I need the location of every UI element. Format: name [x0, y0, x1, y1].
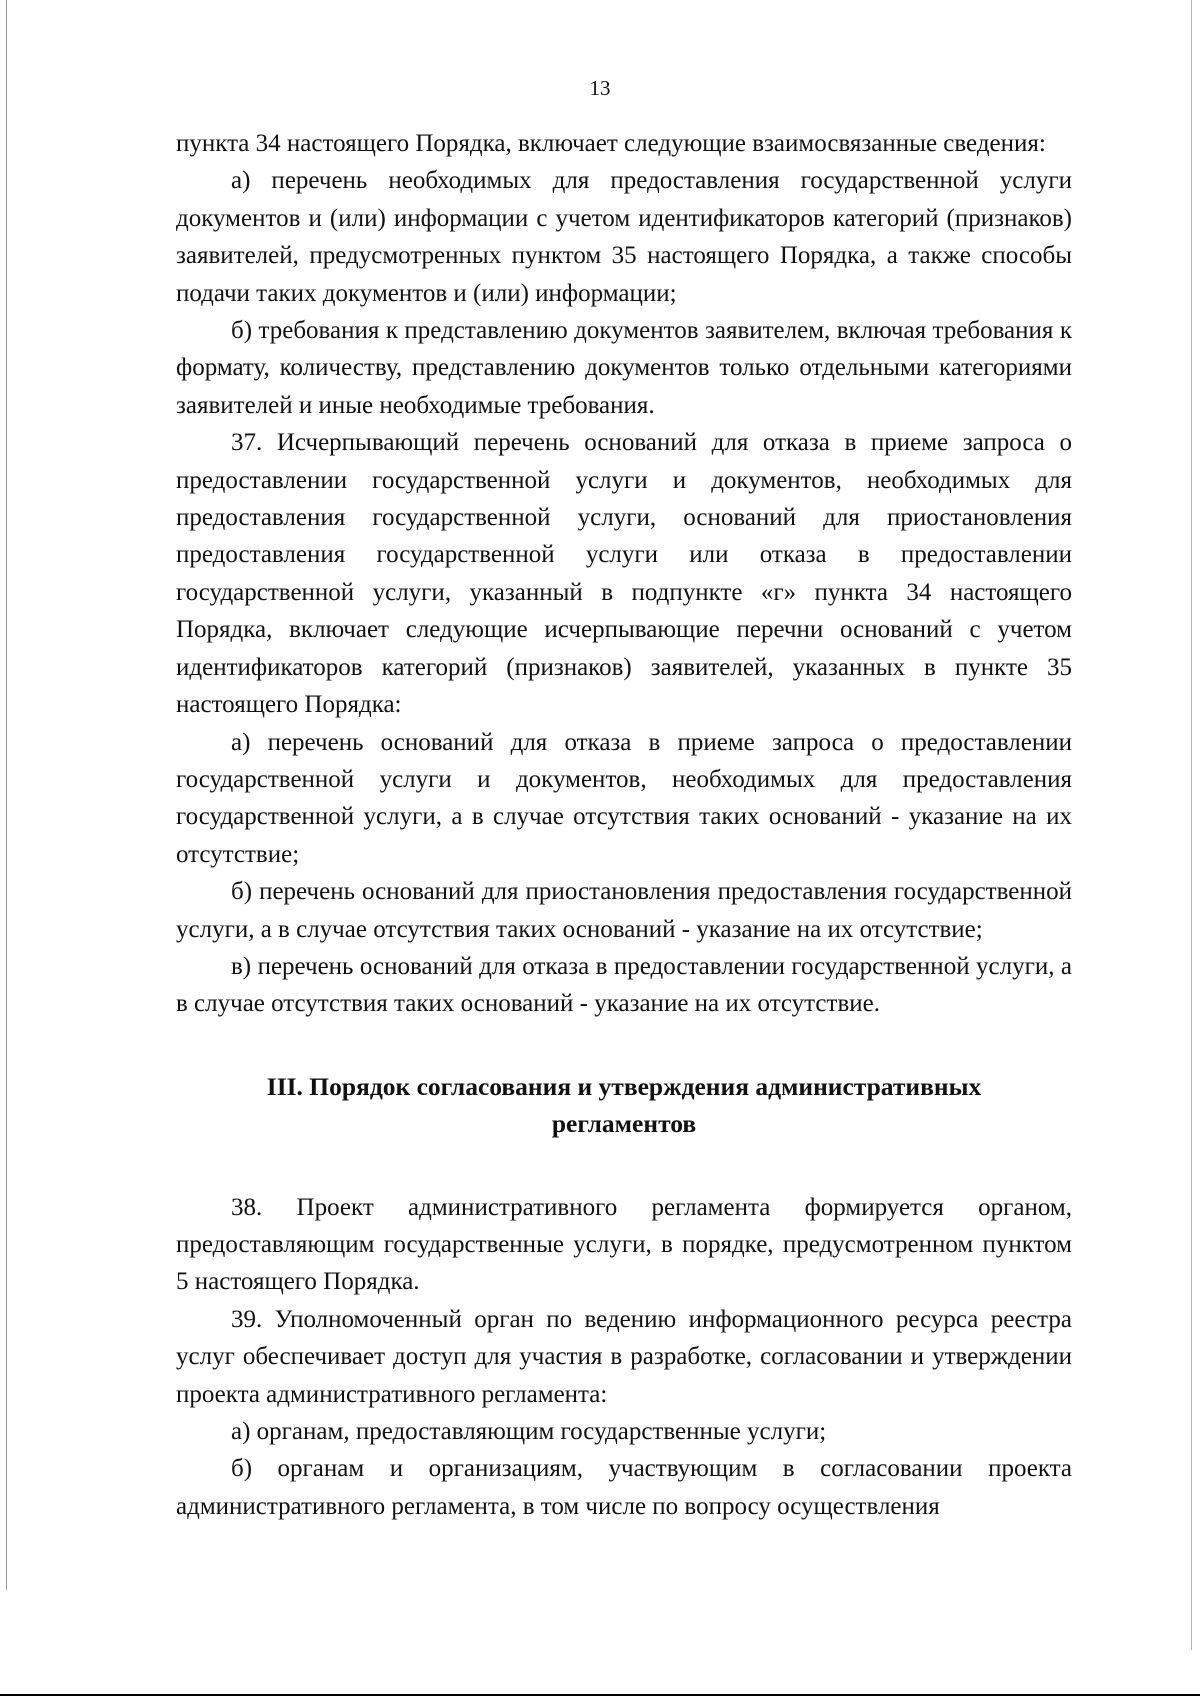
page-number: 13 — [589, 76, 611, 100]
paragraph-continuation: пункта 34 настоящего Порядка, включает следующие взаимосвязанные сведения: — [176, 130, 1046, 157]
paragraph-39-item-b: б) органам и организациям, участвующим в согласовании проекта административного регламента, в том числе по вопросу осуществления — [176, 1455, 1072, 1520]
section-heading-line-1: III. Порядок согласования и утверждения административных — [266, 1071, 982, 1101]
paragraph-37-item-v: в) перечень оснований для отказа в предоставлении государственной услуги, а в случае отсутствия таких оснований - указание на их отсутствие. — [176, 952, 1072, 1018]
scan-edge-right — [1191, 0, 1192, 1650]
paragraph-item-a: а) перечень необходимых для предоставления государственной услуги документов и (или) информации с учетом идентификаторов категорий (признаков) заявителей, предусмотренных пунктом 35 настоящего Порядка, а также способы подачи таких документов и (или) информации; — [176, 167, 1072, 307]
section-heading — [176, 1068, 1072, 1143]
paragraph-37-item-b: б) перечень оснований для приостановления предоставления государственной услуги, а в случае отсутствия таких оснований - указание на их отсутствие; — [176, 878, 1072, 943]
document-body — [176, 125, 1072, 1525]
scan-edge-left — [6, 0, 7, 1590]
paragraph-39: 39. Уполномоченный орган по ведению информационного ресурса реестра услуг обеспечивает доступ для участия в разработке, согласовании и утверждении проекта административного регламента: — [176, 1305, 1072, 1408]
paragraph-37: 37. Исчерпывающий перечень оснований для отказа в приеме запроса о предоставлении государственной услуги и документов, необходимых для предоставления государственной услуги, оснований для приостановления предоставления государственной услуги или отказа в предоставлении государственной услуги, указанный в подпункте «г» пункта 34 настоящего Порядка, включает следующие исчерпывающие перечни оснований с учетом идентификаторов категорий (признаков) заявителей, указанных в пункте 35 настоящего Порядка: — [176, 429, 1072, 719]
paragraph-item-b: б) требования к представлению документов заявителем, включая требования к формату, количеству, представлению документов только отдельными категориями заявителей и иные необходимые требования. — [176, 317, 1072, 419]
paragraph-37-item-a: а) перечень оснований для отказа в приеме запроса о предоставлении государственной услуги и документов, необходимых для предоставления государственной услуги, а в случае отсутствия таких оснований - указание на их отсутствие; — [176, 728, 1072, 868]
paragraph-39-item-a: а) органам, предоставляющим государственные услуги; — [231, 1418, 827, 1445]
paragraph-38: 38. Проект административного регламента формируется органом, предоставляющим государственные услуги, в порядке, предусмотренном пунктом 5 настоящего Порядка. — [176, 1193, 1072, 1296]
section-heading-line-2: регламентов — [551, 1109, 697, 1139]
